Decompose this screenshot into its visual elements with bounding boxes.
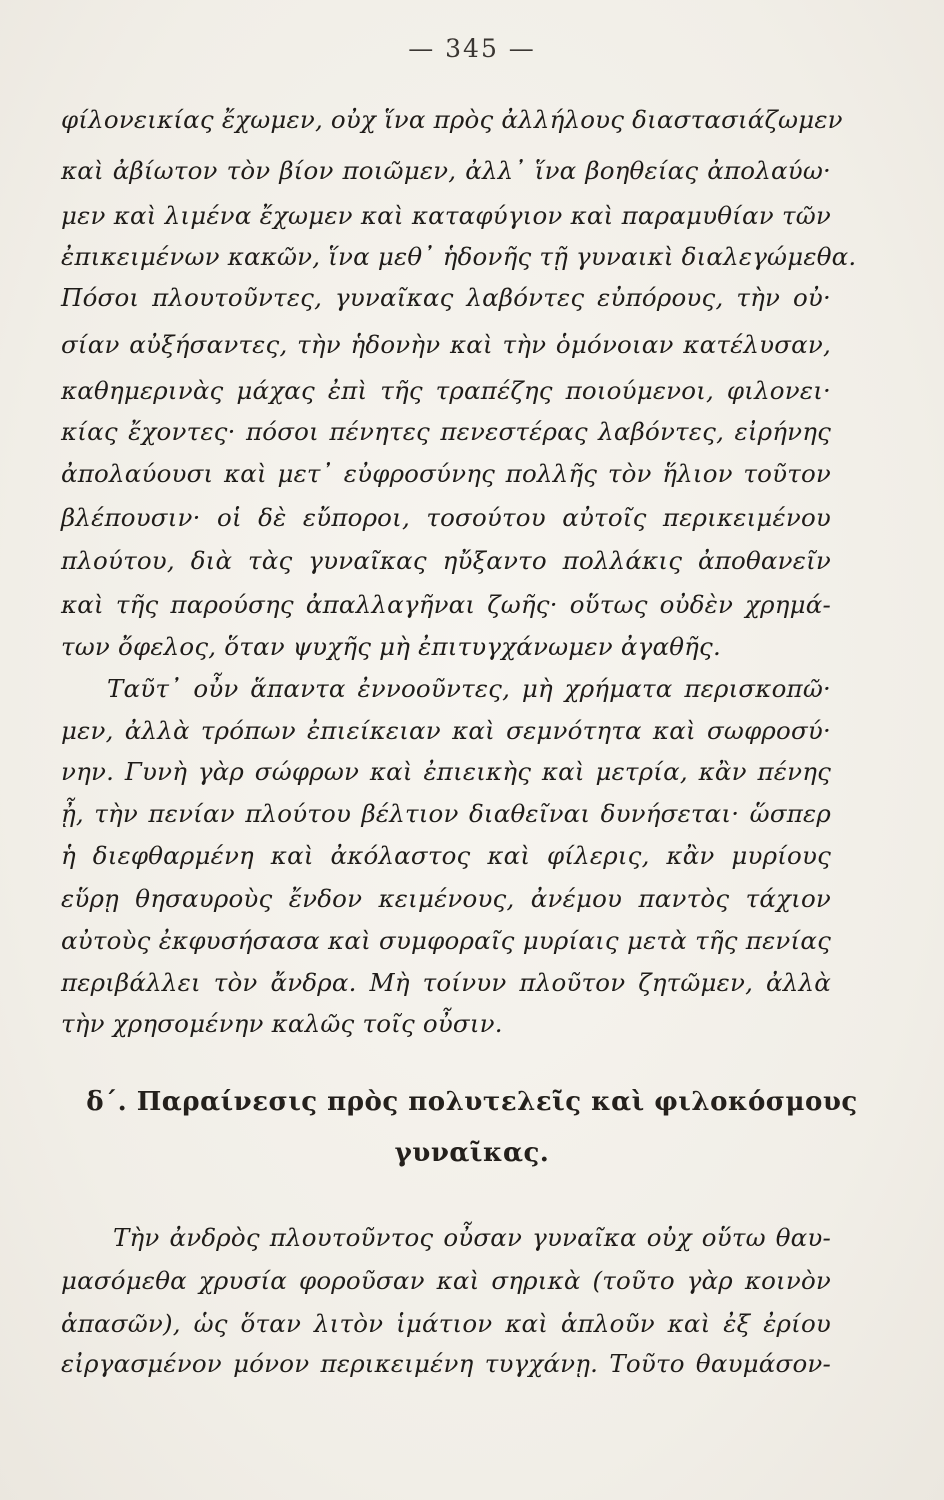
text-line: σίαν αὐξήσαντες, τὴν ἡδονὴν καὶ τὴν ὁμόνοιαν κατέλυσαν, bbox=[61, 330, 831, 359]
text-line: καθημερινὰς μάχας ἐπὶ τῆς τραπέζης ποιούμενοι, φιλονει· bbox=[61, 376, 831, 405]
text-line: εὕρῃ θησαυροὺς ἔνδον κειμένους, ἀνέμου παντὸς τάχιον bbox=[61, 884, 831, 913]
text-line: αὐτοὺς ἐκφυσήσασα καὶ συμφοραῖς μυρίαις μετὰ τῆς πενίας bbox=[61, 926, 831, 955]
text-line: περιβάλλει τὸν ἄνδρα. Μὴ τοίνυν πλοῦτον ζητῶμεν, ἀλλὰ bbox=[61, 968, 831, 997]
text-line: μεν καὶ λιμένα ἔχωμεν καὶ καταφύγιον καὶ παραμυθίαν τῶν bbox=[61, 201, 831, 230]
text-line: φίλονεικίας ἔχωμεν, οὐχ ἵνα πρὸς ἀλλήλους διαστασιάζωμεν bbox=[61, 105, 843, 134]
text-line: των ὄφελος, ὅταν ψυχῆς μὴ ἐπιτυγχάνωμεν ἀγαθῆς. bbox=[61, 632, 721, 661]
text-line: καὶ ἀβίωτον τὸν βίον ποιῶμεν, ἀλλ᾽ ἵνα βοηθείας ἀπολαύω· bbox=[61, 156, 831, 185]
text-line: νην. Γυνὴ γὰρ σώφρων καὶ ἐπιεικὴς καὶ μετρία, κἂν πένης bbox=[61, 757, 831, 786]
text-line: ᾖ, τὴν πενίαν πλούτου βέλτιον διαθεῖναι δυνήσεται· ὥσπερ bbox=[61, 799, 831, 828]
text-line: Ταῦτ᾽ οὖν ἅπαντα ἐννοοῦντες, μὴ χρήματα περισκοπῶ· bbox=[107, 674, 831, 703]
text-line: πλούτου, διὰ τὰς γυναῖκας ηὔξαντο πολλάκις ἀποθανεῖν bbox=[61, 546, 831, 575]
page-number: — 345 — bbox=[408, 34, 536, 63]
text-line: εἰργασμένον μόνον περικειμένη τυγχάνῃ. Τοῦτο θαυμάσον- bbox=[61, 1349, 831, 1378]
text-line: βλέπουσιν· οἱ δὲ εὔποροι, τοσούτου αὐτοῖς περικειμένου bbox=[61, 503, 831, 532]
text-line: τὴν χρησομένην καλῶς τοῖς οὖσιν. bbox=[61, 1009, 503, 1038]
text-line: μεν, ἀλλὰ τρόπων ἐπιείκειαν καὶ σεμνότητα καὶ σωφροσύ· bbox=[61, 716, 831, 745]
text-line: ἀπολαύουσι καὶ μετ᾽ εὐφροσύνης πολλῆς τὸν ἥλιον τοῦτον bbox=[61, 459, 831, 488]
text-line: μασόμεθα χρυσία φοροῦσαν καὶ σηρικὰ (τοῦτο γὰρ κοινὸν bbox=[61, 1266, 831, 1295]
text-line: ἐπικειμένων κακῶν, ἵνα μεθ᾽ ἡδονῆς τῇ γυναικὶ διαλεγώμεθα. bbox=[61, 242, 857, 271]
section-heading: δ΄. Παραίνεσις πρὸς πολυτελεῖς καὶ φιλοκόσμους bbox=[86, 1087, 858, 1117]
text-line: καὶ τῆς παρούσης ἀπαλλαγῆναι ζωῆς· οὕτως οὐδὲν χρημά- bbox=[61, 590, 831, 619]
text-line: κίας ἔχοντες· πόσοι πένητες πενεστέρας λαβόντες, εἰρήνης bbox=[61, 417, 831, 446]
text-line: Πόσοι πλουτοῦντες, γυναῖκας λαβόντες εὐπόρους, τὴν οὐ· bbox=[61, 283, 831, 312]
text-line: ἁπασῶν), ὡς ὅταν λιτὸν ἱμάτιον καὶ ἁπλοῦν καὶ ἐξ ἐρίου bbox=[61, 1309, 831, 1338]
text-line: ἡ διεφθαρμένη καὶ ἀκόλαστος καὶ φίλερις, κἂν μυρίους bbox=[61, 841, 831, 870]
section-heading-continued: γυναῖκας. bbox=[394, 1138, 550, 1168]
text-line: Τὴν ἀνδρὸς πλουτοῦντος οὖσαν γυναῖκα οὐχ οὕτω θαυ- bbox=[113, 1223, 831, 1252]
